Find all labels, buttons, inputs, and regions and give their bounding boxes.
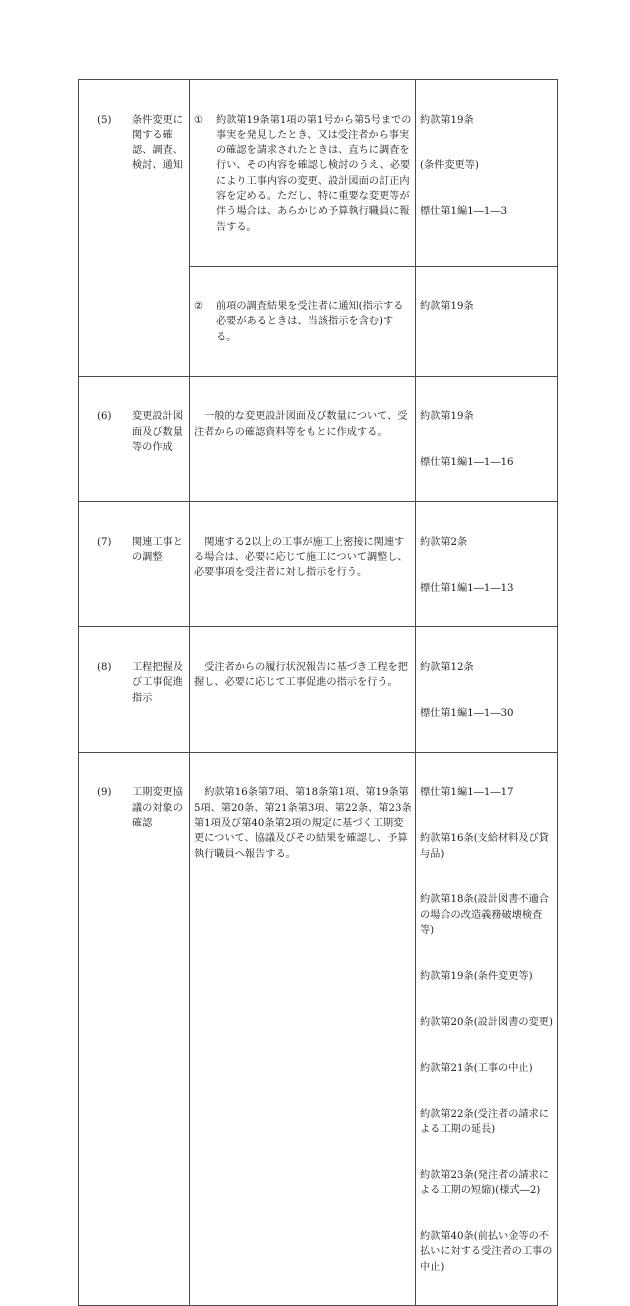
reference-line: 約款第19条 xyxy=(420,114,474,126)
reference-line: (条件変更等) xyxy=(420,160,479,172)
duty-table xyxy=(78,79,558,1306)
item-number: (6) xyxy=(97,411,112,423)
item-cell xyxy=(79,627,190,752)
table-row xyxy=(79,752,558,1306)
item-title: 変更設計図面及び数量等の作成 xyxy=(132,411,183,453)
content-cell xyxy=(190,80,416,267)
reference-line: 約款第16条(支給材料及び貸与品) xyxy=(420,833,549,860)
item-cell xyxy=(79,502,190,627)
reference-line: 約款第21条(工事の中止) xyxy=(420,1062,533,1074)
content-text: 前項の調査結果を受注者に通知(指示する必要があるときは、当該指示を含む)する。 xyxy=(216,301,404,343)
circled-number: ① xyxy=(194,114,204,126)
reference-line: 標仕第1編1―1―17 xyxy=(420,787,514,799)
content-cell xyxy=(190,752,416,1306)
reference-cell xyxy=(416,376,558,501)
content-cell xyxy=(190,266,416,376)
content-text: 約款第16条第7項、第18条第1項、第19条第5項、第20条、第21条第3項、第22条、第23条第1項及び第40条第2項の規定に基づく工期変更について、協議及びその結果を確認し、予算執行職員へ報告する。 xyxy=(194,787,412,860)
content-text: 関連する2以上の工事が施工上密接に関連する場合は、必要に応じて施工について調整し、必要事項を受注者に対し指示を行う。 xyxy=(194,536,408,579)
reference-line: 約款第19条 xyxy=(420,301,474,313)
table-row xyxy=(79,627,558,752)
content-text: 受注者からの履行状況報告に基づき工程を把握し、必要に応じて工事促進の指示を行う。 xyxy=(194,661,408,689)
reference-line: 標仕第1編1―1―13 xyxy=(420,582,514,594)
reference-line: 標仕第1編1―1―3 xyxy=(420,206,508,218)
content-text: 約款第19条第1項の第1号から第5号までの事実を発見したとき、又は受注者から事実の確認を請求されたときは、直ちに調査を行い、その内容を確認し検討のうえ、必要により工事内容の変更、設計図面の訂正内容を定める。ただし、特に重要な変更等が伴う場合は、あらかじめ予算執行職員に報告する。 xyxy=(216,114,412,233)
item-cell xyxy=(79,752,190,1306)
reference-line: 約款第22条(受注者の請求による工期の延長) xyxy=(420,1108,549,1135)
reference-cell xyxy=(416,80,558,267)
reference-line: 標仕第1編1―1―16 xyxy=(420,457,514,469)
reference-line: 約款第40条(前払い金等の不払いに対する受注者の工事の中止) xyxy=(420,1230,553,1273)
item-cell xyxy=(79,376,190,501)
reference-line: 約款第23条(発注者の請求による工期の短縮)(様式―2) xyxy=(420,1169,549,1197)
reference-line: 標仕第1編1―1―30 xyxy=(420,707,514,719)
reference-line: 約款第2条 xyxy=(420,536,468,548)
item-cell xyxy=(79,80,190,377)
reference-line: 約款第18条(設計図書不適合の場合の改造義務破壊検査等) xyxy=(420,894,549,937)
item-number: (9) xyxy=(97,787,112,799)
content-cell xyxy=(190,376,416,501)
reference-line: 約款第19条 xyxy=(420,411,474,423)
reference-cell xyxy=(416,627,558,752)
item-title: 関連工事との調整 xyxy=(132,536,183,563)
circled-number: ② xyxy=(194,301,204,313)
item-number: (8) xyxy=(97,661,112,673)
item-title: 工期変更協議の対象の確認 xyxy=(132,787,183,829)
content-cell xyxy=(190,627,416,752)
reference-line: 約款第20条(設計図書の変更) xyxy=(420,1016,553,1028)
reference-cell xyxy=(416,502,558,627)
table-row xyxy=(79,376,558,501)
item-title: 条件変更に関する確認、調査、検討、通知 xyxy=(132,114,183,172)
content-cell xyxy=(190,502,416,627)
item-number: (7) xyxy=(97,536,112,548)
reference-cell xyxy=(416,752,558,1306)
item-number: (5) xyxy=(97,114,112,126)
table-row xyxy=(79,80,558,267)
reference-cell xyxy=(416,266,558,376)
content-text: 一般的な変更設計図面及び数量について、受注者からの確認資料等をもとに作成する。 xyxy=(194,411,408,438)
reference-line: 約款第12条 xyxy=(420,661,474,673)
item-title: 工程把握及び工事促進指示 xyxy=(132,661,183,704)
reference-line: 約款第19条(条件変更等) xyxy=(420,970,533,982)
table-row xyxy=(79,502,558,627)
